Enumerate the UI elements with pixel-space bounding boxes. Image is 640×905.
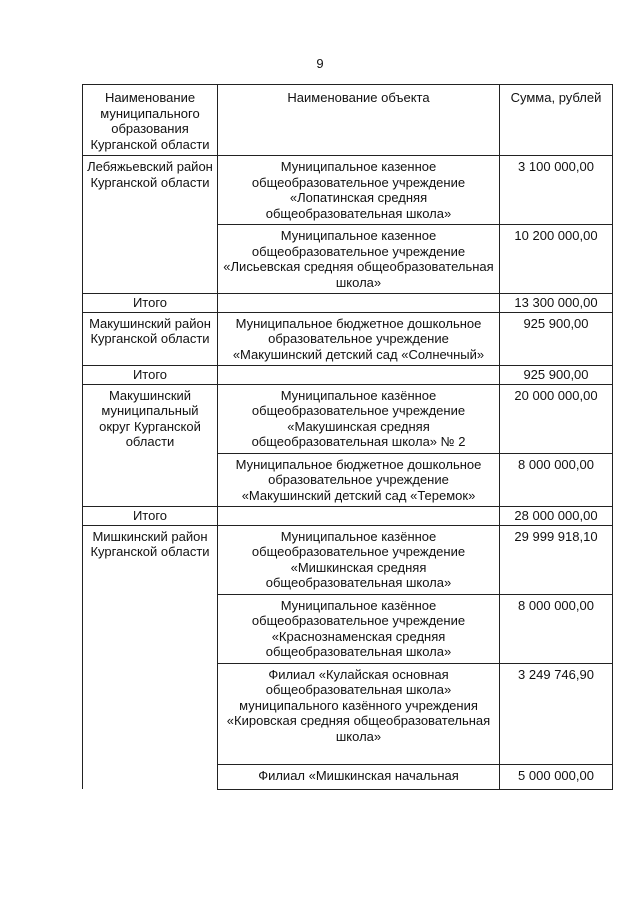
total-row — [83, 366, 613, 385]
amount-cell: 925 900,00 — [500, 312, 613, 366]
header-municipality: Наименование муниципального образования Курганской области — [83, 85, 218, 156]
table-header-row — [83, 85, 613, 156]
table-row — [83, 156, 613, 225]
object-cell: Муниципальное казенное общеобразовательное учреждение «Лопатинская средняя общеобразовательная школа» — [218, 156, 500, 225]
object-cell: Муниципальное казённое общеобразовательное учреждение «Краснознаменская средняя общеобразовательная школа» — [218, 594, 500, 663]
page-number: 9 — [316, 56, 324, 71]
total-empty-cell — [218, 294, 500, 313]
table-row — [83, 525, 613, 594]
table-row — [83, 384, 613, 453]
amount-cell: 8 000 000,00 — [500, 594, 613, 663]
object-cell: Муниципальное бюджетное дошкольное образовательное учреждение «Макушинский детский сад «Теремок» — [218, 453, 500, 507]
amount-cell: 20 000 000,00 — [500, 384, 613, 453]
total-empty-cell — [218, 507, 500, 526]
amount-cell: 3 100 000,00 — [500, 156, 613, 225]
object-cell: Филиал «Мишкинская начальная — [218, 764, 500, 789]
amount-cell: 8 000 000,00 — [500, 453, 613, 507]
municipality-cell: Макушинский муниципальный округ Курганской области — [83, 384, 218, 507]
object-cell: Муниципальное казённое общеобразовательное учреждение «Мишкинская средняя общеобразовательная школа» — [218, 525, 500, 594]
amount-cell: 5 000 000,00 — [500, 764, 613, 789]
municipality-cell: Мишкинский район Курганской области — [83, 525, 218, 789]
total-empty-cell — [218, 366, 500, 385]
amount-cell: 29 999 918,10 — [500, 525, 613, 594]
object-cell: Муниципальное казенное общеобразовательное учреждение «Лисьевская средняя общеобразовательная школа» — [218, 225, 500, 294]
header-object: Наименование объекта — [218, 85, 500, 156]
total-label: Итого — [83, 366, 218, 385]
total-row — [83, 294, 613, 313]
amount-cell: 3 249 746,90 — [500, 663, 613, 764]
total-label: Итого — [83, 294, 218, 313]
header-amount: Сумма, рублей — [500, 85, 613, 156]
object-cell: Филиал «Кулайская основная общеобразовательная школа» муниципального казённого учреждения «Кировская средняя общеобразовательная школа» — [218, 663, 500, 764]
total-label: Итого — [83, 507, 218, 526]
object-cell: Муниципальное бюджетное дошкольное образовательное учреждение «Макушинский детский сад «Солнечный» — [218, 312, 500, 366]
table-row — [83, 312, 613, 366]
total-amount: 28 000 000,00 — [500, 507, 613, 526]
municipality-cell: Лебяжьевский район Курганской области — [83, 156, 218, 294]
total-amount: 925 900,00 — [500, 366, 613, 385]
object-cell: Муниципальное казённое общеобразовательное учреждение «Макушинская средняя общеобразовательная школа» № 2 — [218, 384, 500, 453]
amount-cell: 10 200 000,00 — [500, 225, 613, 294]
total-amount: 13 300 000,00 — [500, 294, 613, 313]
municipality-cell: Макушинский район Курганской области — [83, 312, 218, 366]
funding-table — [82, 84, 613, 790]
total-row — [83, 507, 613, 526]
